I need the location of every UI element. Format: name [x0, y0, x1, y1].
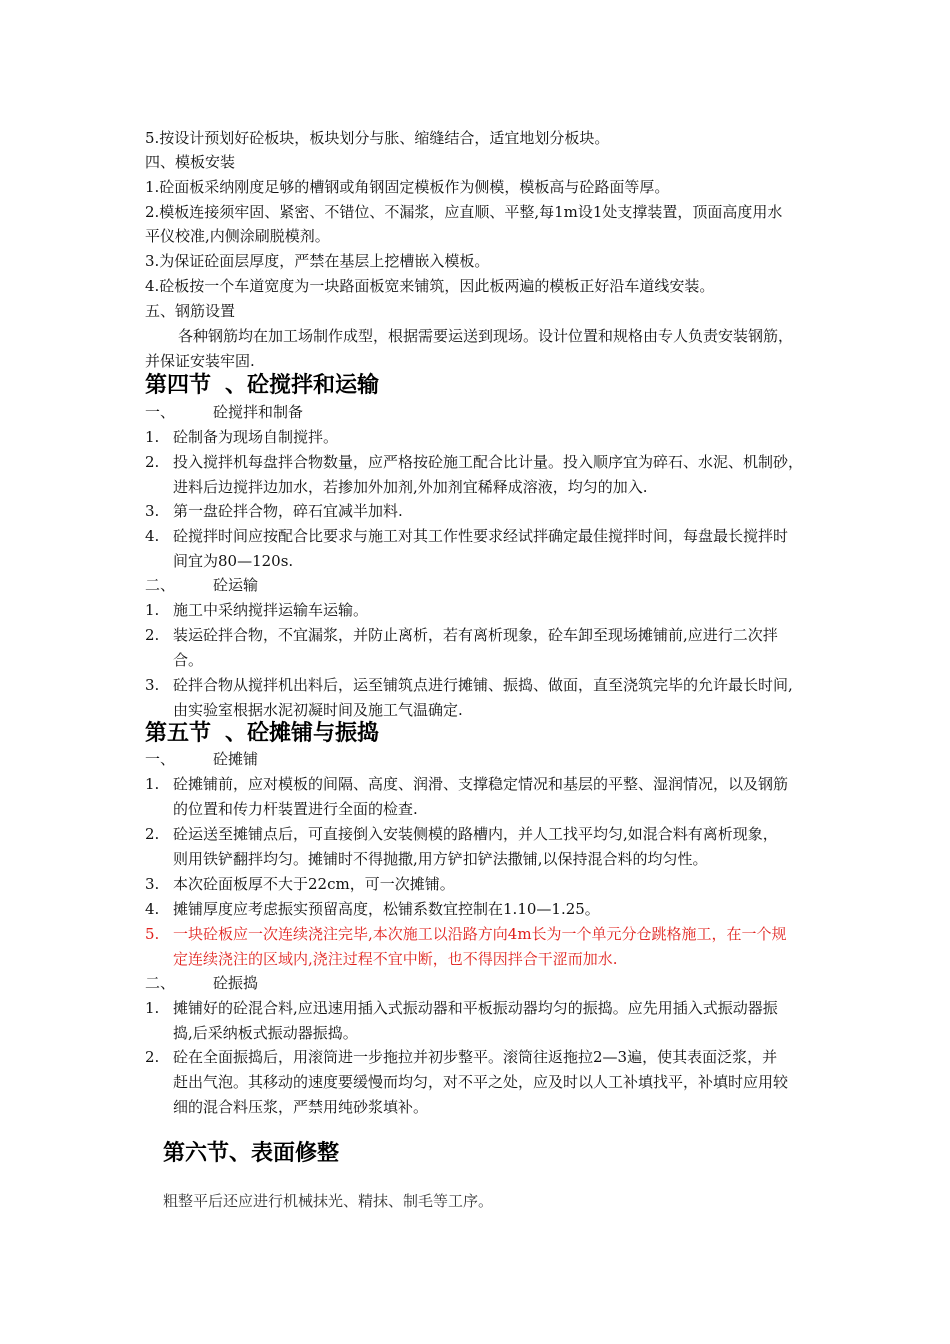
section-heading-5	[145, 720, 379, 748]
subheading-formwork: 四、模板安装	[145, 153, 236, 171]
paragraph-line: 粗整平后还应进行机械抹光、精抹、制毛等工序。	[163, 1192, 494, 1210]
list-item-continuation: 由实验室根据水泥初凝时间及施工气温确定.	[173, 701, 463, 719]
list-item-continuation: 进料后边搅拌边加水，若掺加外加剂,外加剂宜稀释成溶液，均匀的加入.	[173, 478, 648, 496]
list-item: 3. 第一盘砼拌合物，碎石宜减半加料.	[145, 502, 403, 520]
section-title: 、砼摊铺与振捣	[225, 721, 380, 746]
list-item: 4. 砼搅拌时间应按配合比要求与施工对其工作性要求经试拌确定最佳搅拌时间，每盘最长搅拌时	[145, 527, 789, 545]
paragraph-line: 2.模板连接须牢固、紧密、不错位、不漏浆，应直顺、平整,每1m设1处支撑装置，顶面高度用水	[145, 203, 783, 221]
paragraph-line: 平仪校准,内侧涂刷脱模剂。	[145, 227, 330, 245]
paragraph-line: 4.砼板按一个车道宽度为一块路面板宽来铺筑，因此板两遍的模板正好沿车道线安装。	[145, 277, 715, 295]
section-number: 第四节	[145, 373, 212, 398]
list-item-continuation: 的位置和传力杆装置进行全面的检查.	[173, 800, 418, 818]
section-heading-4	[145, 372, 379, 400]
subsection-label: 砼搅拌和制备	[213, 403, 304, 421]
list-item-continuation: 细的混合料压浆，严禁用纯砂浆填补。	[173, 1098, 429, 1116]
subsection-number: 一、	[145, 403, 176, 421]
list-item-continuation: 赶出气泡。其移动的速度要缓慢而均匀，对不平之处，应及时以人工补填找平，补填时应用较	[173, 1073, 789, 1091]
subsection-label: 砼摊铺	[213, 750, 259, 768]
list-item: 2. 装运砼拌合物，不宜漏浆，并防止离析，若有离析现象，砼车卸至现场摊铺前,应进行二次拌	[145, 626, 778, 644]
list-item: 2. 砼在全面振捣后，用滚筒进一步拖拉并初步整平。滚筒往返拖拉2—3遍，使其表面泛浆，并	[145, 1048, 778, 1066]
subsection-number: 二、	[145, 974, 176, 992]
paragraph-line: 5.按设计预划好砼板块，板块划分与胀、缩缝结合，适宜地划分板块。	[145, 129, 610, 147]
subsection-heading	[145, 973, 258, 993]
list-item: 3. 砼拌合物从搅拌机出料后，运至铺筑点进行摊铺、振捣、做面，直至浇筑完毕的允许最长时间,	[145, 676, 793, 694]
list-item-continuation: 捣,后采纳板式振动器振捣。	[173, 1024, 358, 1042]
subsection-label: 砼振捣	[213, 974, 259, 992]
section-number: 第五节	[145, 721, 212, 746]
section-heading-6: 第六节、表面修整	[163, 1141, 340, 1166]
list-item: 4. 摊铺厚度应考虑振实预留高度，松铺系数宜控制在1.10—1.25。	[145, 900, 600, 918]
paragraph-line: 各种钢筋均在加工场制作成型，根据需要运送到现场。设计位置和规格由专人负责安装钢筋，	[178, 327, 794, 345]
section-title: 、砼搅拌和运输	[225, 373, 380, 398]
list-item: 1. 砼摊铺前，应对模板的间隔、高度、润滑、支撑稳定情况和基层的平整、湿润情况，以及钢筋	[145, 775, 789, 793]
list-item-continuation: 合。	[173, 651, 204, 669]
list-item-highlighted: 5. 一块砼板应一次连续浇注完毕,本次施工以沿路方向4m长为一个单元分仓跳格施工，在一个规	[145, 925, 787, 943]
list-item: 1. 施工中采纳搅拌运输车运输。	[145, 601, 369, 619]
paragraph-line: 1.砼面板采纳刚度足够的槽钢或角钢固定模板作为侧模，模板高与砼路面等厚。	[145, 178, 670, 196]
subsection-heading	[145, 749, 258, 769]
paragraph-line: 并保证安装牢固.	[145, 352, 255, 370]
subheading-rebar: 五、钢筋设置	[145, 302, 236, 320]
list-item: 1. 砼制备为现场自制搅拌。	[145, 428, 339, 446]
list-item: 1. 摊铺好的砼混合料,应迅速用插入式振动器和平板振动器均匀的振捣。应先用插入式振动器振	[145, 999, 778, 1017]
list-item-continuation: 则用铁铲翻拌均匀。摊铺时不得抛撒,用方铲扣铲法撒铺,以保持混合料的均匀性。	[173, 850, 708, 868]
list-item: 2. 投入搅拌机每盘拌合物数量，应严格按砼施工配合比计量。投入顺序宜为碎石、水泥、机制砂，	[145, 453, 804, 471]
subsection-number: 二、	[145, 576, 176, 594]
subsection-heading	[145, 575, 258, 595]
subsection-number: 一、	[145, 750, 176, 768]
subsection-label: 砼运输	[213, 576, 259, 594]
list-item: 3. 本次砼面板厚不大于22cm，可一次摊铺。	[145, 875, 455, 893]
subsection-heading	[145, 402, 303, 422]
list-item-continuation: 间宜为80—120s.	[173, 552, 294, 570]
paragraph-line: 3.为保证砼面层厚度，严禁在基层上挖槽嵌入模板。	[145, 252, 490, 270]
list-item: 2. 砼运送至摊铺点后，可直接倒入安装侧模的路槽内，并人工找平均匀,如混合料有离析现象，	[145, 825, 778, 843]
list-item-continuation-highlighted: 定连续浇注的区域内,浇注过程不宜中断，也不得因拌合干涩而加水.	[173, 950, 618, 968]
